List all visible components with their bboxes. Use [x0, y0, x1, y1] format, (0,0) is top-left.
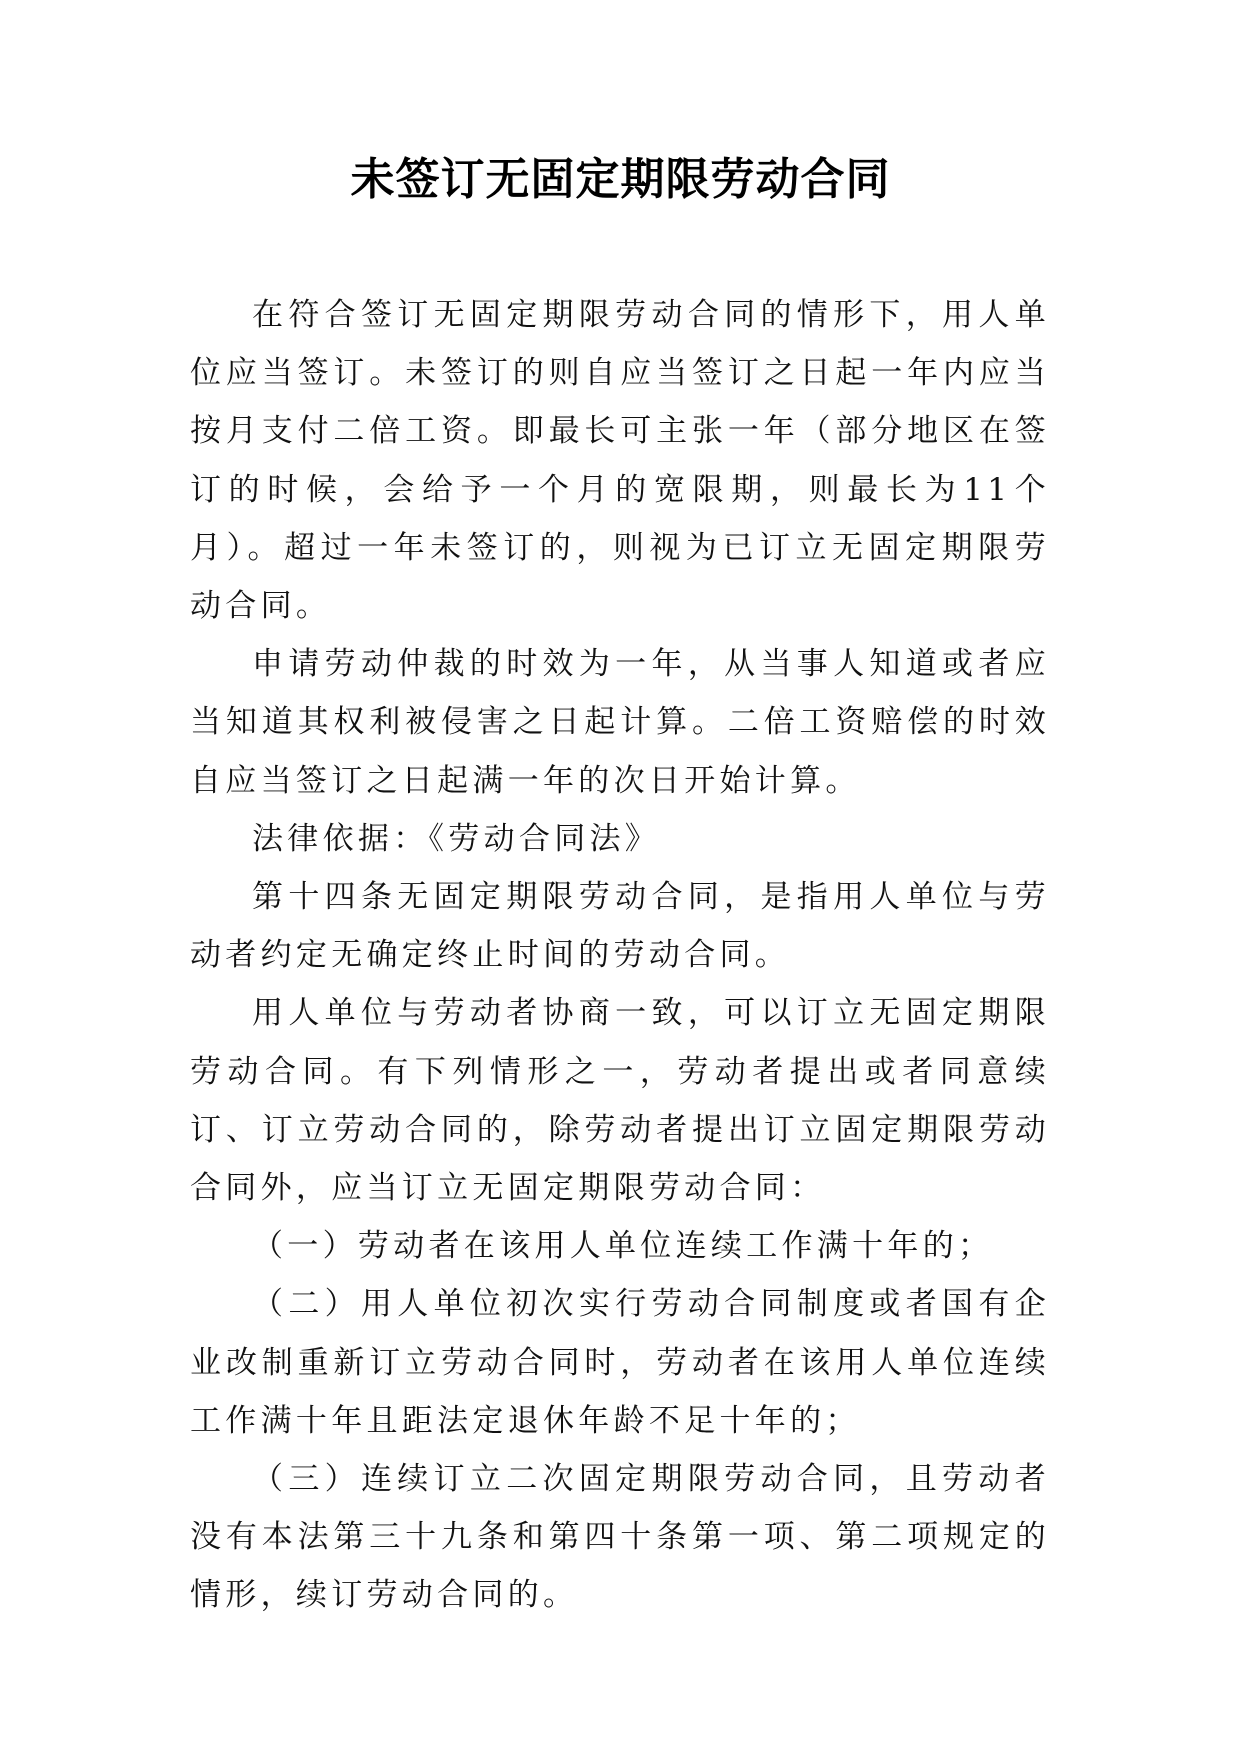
paragraph-5: 用人单位与劳动者协商一致，可以订立无固定期限劳动合同。有下列情形之一，劳动者提出或者同意续订、订立劳动合同的，除劳动者提出订立固定期限劳动合同外，应当订立无固定期限劳动合同：: [190, 995, 1050, 1207]
paragraph-8: （三）连续订立二次固定期限劳动合同，且劳动者没有本法第三十九条和第四十条第一项、第二项规定的情形，续订劳动合同的。: [190, 1461, 1050, 1614]
document-body: [190, 286, 1050, 1625]
paragraph-6: （一）劳动者在该用人单位连续工作满十年的；: [252, 1228, 994, 1265]
paragraph-1: 在符合签订无固定期限劳动合同的情形下，用人单位应当签订。未签订的则自应当签订之日起一年内应当按月支付二倍工资。即最长可主张一年（部分地区在签订的时候，会给予一个月的宽限期，则最长为11个月）。超过一年未签订的，则视为已订立无固定期限劳动合同。: [190, 297, 1050, 625]
paragraph-3: 法律依据：《劳动合同法》: [252, 820, 661, 857]
paragraph-2: 申请劳动仲裁的时效为一年，从当事人知道或者应当知道其权利被侵害之日起计算。二倍工资赔偿的时效自应当签订之日起满一年的次日开始计算。: [190, 646, 1050, 799]
document-title: 未签订无固定期限劳动合同: [350, 154, 891, 205]
paragraph-7: （二）用人单位初次实行劳动合同制度或者国有企业改制重新订立劳动合同时，劳动者在该用人单位连续工作满十年且距法定退休年龄不足十年的；: [190, 1286, 1050, 1439]
paragraph-4: 第十四条无固定期限劳动合同，是指用人单位与劳动者约定无确定终止时间的劳动合同。: [190, 879, 1050, 974]
